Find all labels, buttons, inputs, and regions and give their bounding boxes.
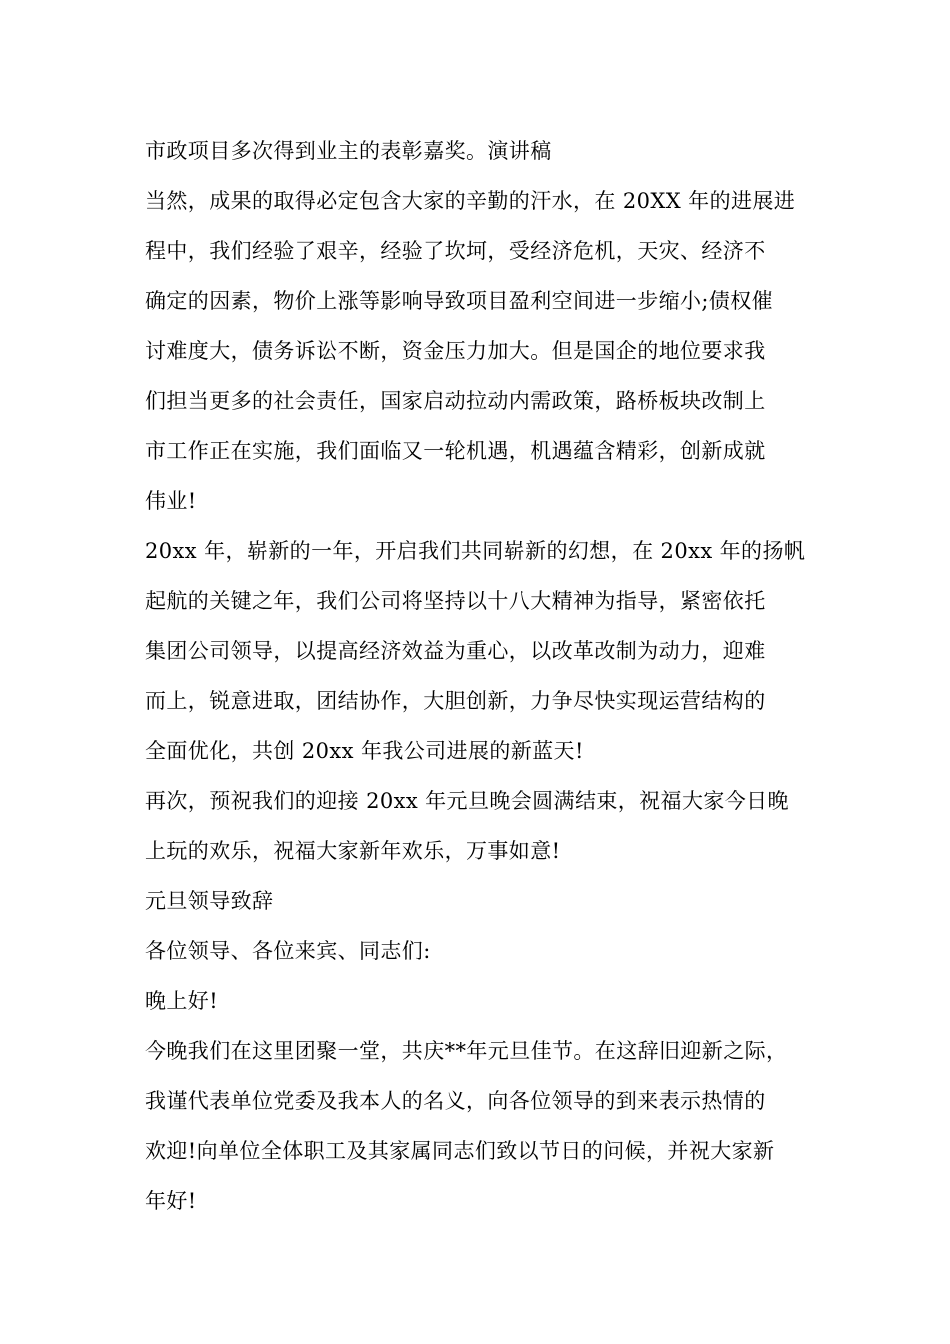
text-line: 晚上好! xyxy=(145,989,219,1013)
paragraph-2 xyxy=(145,176,815,526)
text-line: 上玩的欢乐，祝福大家新年欢乐，万事如意! xyxy=(145,839,561,863)
document-body xyxy=(145,126,815,1226)
text-line: 当然，成果的取得必定包含大家的辛勤的汗水，在 20XX 年的进展进 xyxy=(145,189,796,213)
text-line: 欢迎!向单位全体职工及其家属同志们致以节日的问候，并祝大家新 xyxy=(145,1139,775,1163)
text-line: 程中，我们经验了艰辛，经验了坎坷，受经济危机，天灾、经济不 xyxy=(145,239,766,263)
text-line: 市政项目多次得到业主的表彰嘉奖。演讲稿 xyxy=(145,139,552,163)
paragraph-4 xyxy=(145,776,815,876)
text-line: 20xx 年，崭新的一年，开启我们共同崭新的幻想，在 20xx 年的扬帆 xyxy=(145,539,806,563)
text-line: 集团公司领导，以提高经济效益为重心，以改革改制为动力，迎难 xyxy=(145,639,766,663)
paragraph-3 xyxy=(145,526,815,776)
text-line: 讨难度大，债务诉讼不断，资金压力加大。但是国企的地位要求我 xyxy=(145,339,766,363)
greeting xyxy=(145,976,815,1026)
text-line: 年好! xyxy=(145,1189,197,1213)
text-line: 市工作正在实施，我们面临又一轮机遇，机遇蕴含精彩，创新成就 xyxy=(145,439,766,463)
text-line: 确定的因素，物价上涨等影响导致项目盈利空间进一步缩小;债权催 xyxy=(145,289,774,313)
section-heading xyxy=(145,876,815,926)
text-line: 今晚我们在这里团聚一堂，共庆**年元旦佳节。在这辞旧迎新之际， xyxy=(145,1039,788,1063)
text-line: 各位领导、各位来宾、同志们: xyxy=(145,939,431,963)
text-line: 起航的关键之年，我们公司将坚持以十八大精神为指导，紧密依托 xyxy=(145,589,766,613)
paragraph-8 xyxy=(145,1026,815,1226)
salutation xyxy=(145,926,815,976)
text-line: 元旦领导致辞 xyxy=(145,889,274,913)
paragraph-1 xyxy=(145,126,815,176)
text-line: 再次，预祝我们的迎接 20xx 年元旦晚会圆满结束，祝福大家今日晚 xyxy=(145,789,789,813)
text-line: 而上，锐意进取，团结协作，大胆创新，力争尽快实现运营结构的 xyxy=(145,689,766,713)
text-line: 们担当更多的社会责任，国家启动拉动内需政策，路桥板块改制上 xyxy=(145,389,766,413)
text-line: 我谨代表单位党委及我本人的名义，向各位领导的到来表示热情的 xyxy=(145,1089,766,1113)
text-line: 全面优化，共创 20xx 年我公司进展的新蓝天! xyxy=(145,739,584,763)
text-line: 伟业! xyxy=(145,489,197,513)
